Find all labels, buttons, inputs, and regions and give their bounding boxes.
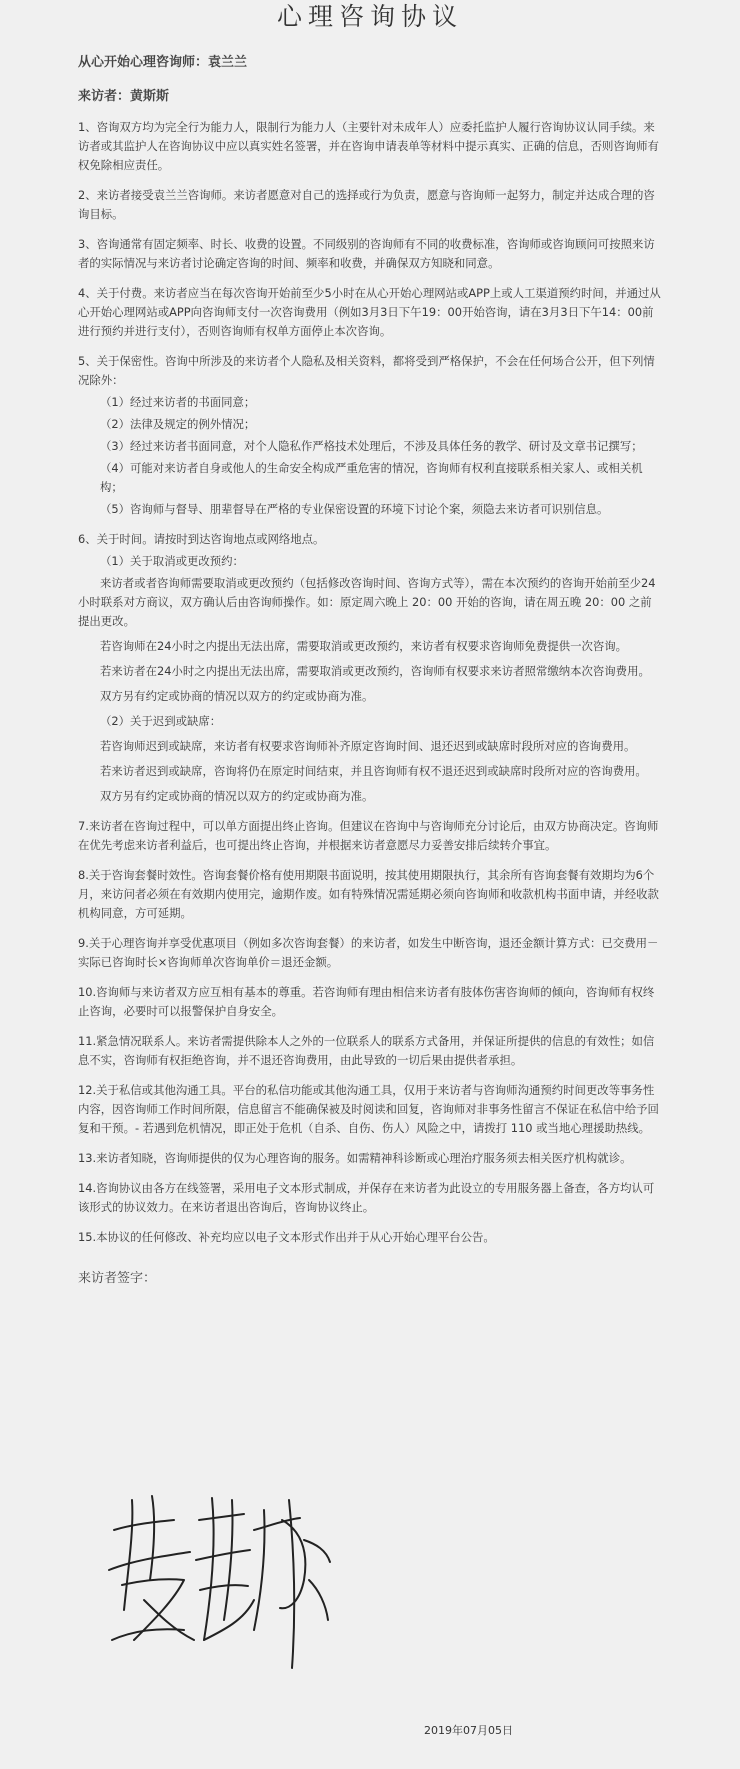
clause-text: 11.紧急情况联系人。来访者需提供除本人之外的一位联系人的联系方式备用，并保证所提供的信息的有效性；如信息不实，咨询师有权拒绝咨询，并不退还咨询费用，由此导致的一切后果由提供者承担。 — [78, 1034, 655, 1067]
clause-text: 12.关于私信或其他沟通工具。平台的私信功能或其他沟通工具，仅用于来访者与咨询师沟通预约时间更改等事务性内容，因咨询师工作时间所限，信息留言不能确保被及时阅读和回复，咨询师对非事务性留言不保证在私信中给予回复和干预。- 若遇到危机情况，即正处于危机（自杀、自伤、伤人）风险之中，请拨打 110 或当地心理援助热线。 — [78, 1083, 659, 1135]
clause-text: 8.关于咨询套餐时效性。咨询套餐价格有使用期限书面说明，按其使用期限执行，其余所有咨询套餐有效期均为6个月，来访问者必须在有效期内使用完，逾期作废。如有特殊情况需延期必须向咨询师和收款机构书面申请，并经收款机构同意，方可延期。 — [78, 868, 659, 920]
clause-text: 14.咨询协议由各方在线签署，采用电子文本形式制成，并保存在来访者为此设立的专用服务器上备查，各方均认可该形式的协议效力。在来访者退出咨询后，咨询协议终止。 — [78, 1181, 655, 1214]
clause-text: 5、关于保密性。咨询中所涉及的来访者个人隐私及相关资料，都将受到严格保护，不会在任何场合公开，但下列情况除外： — [78, 354, 655, 387]
clause-5 — [78, 352, 662, 519]
clause-12 — [78, 1081, 662, 1138]
clause-10 — [78, 983, 662, 1021]
clause-text: 1、咨询双方均为完全行为能力人，限制行为能力人（主要针对未成年人）应委托监护人履行咨询协议认同手续。来访者或其监护人在咨询协议中应以真实姓名签署，并在咨询申请表单等材料中提示真实、正确的信息，否则咨询师有权免除相应责任。 — [78, 120, 659, 172]
clause-paragraph: 若咨询师迟到或缺席，来访者有权要求咨询师补齐原定咨询时间、退还迟到或缺席时段所对应的咨询费用。 — [100, 739, 636, 753]
consultant-name: 从心开始心理咨询师：袁兰兰 — [78, 55, 248, 70]
clause-1 — [78, 118, 662, 175]
confidentiality-exception: （3）经过来访者书面同意，对个人隐私作严格技术处理后，不涉及具体任务的教学、研讨及文章书记撰写； — [100, 439, 643, 453]
clause-text: 4、关于付费。来访者应当在每次咨询开始前至少5小时在从心开始心理网站或APP上或人工渠道预约时间，并通过从心开始心理网站或APP向咨询师支付一次咨询费用（例如3月3日下午19：00开始咨询，请在3月3日下午14：00前进行预约并进行支付），否则咨询师有权单方面停止本次咨询。 — [78, 286, 661, 338]
clause-paragraph: 来访者或者咨询师需要取消或更改预约（包括修改咨询时间、咨询方式等），需在本次预约的咨询开始前至少24小时联系对方商议，双方确认后由咨询师操作。如：原定周六晚上 20：00 开始的咨询，请在周五晚 20：00 之前提出更改。 — [78, 576, 656, 628]
clause-7 — [78, 817, 662, 855]
visitor-name: 来访者：黄斯斯 — [78, 89, 170, 104]
clause-text: 6、关于时间。请按时到达咨询地点或网络地点。 — [78, 532, 325, 546]
clause-3 — [78, 235, 662, 273]
clause-paragraph: 若咨询师在24小时之内提出无法出席，需要取消或更改预约，来访者有权要求咨询师免费提供一次咨询。 — [100, 639, 628, 653]
subsection-heading: （1）关于取消或更改预约： — [100, 554, 244, 568]
clause-paragraph: 双方另有约定或协商的情况以双方的约定或协商为准。 — [100, 789, 374, 803]
signature-label: 来访者签字： — [78, 1271, 157, 1286]
clause-text: 7.来访者在咨询过程中，可以单方面提出终止咨询。但建议在咨询中与咨询师充分讨论后，由双方协商决定。咨询师在优先考虑来访者利益后，也可提出终止咨询，并根据来访者意愿尽力妥善安排后续转介事宜。 — [78, 819, 659, 852]
signature-date: 2019年07月05日 — [424, 1724, 513, 1737]
clause-text: 3、咨询通常有固定频率、时长、收费的设置。不同级别的咨询师有不同的收费标准，咨询师或咨询顾问可按照来访者的实际情况与来访者讨论确定咨询的时间、频率和收费，并确保双方知晓和同意。 — [78, 237, 655, 270]
handwritten-signature — [104, 1490, 334, 1670]
subsection-heading: （2）关于迟到或缺席： — [100, 714, 222, 728]
clause-text: 13.来访者知晓，咨询师提供的仅为心理咨询的服务。如需精神科诊断或心理治疗服务须去相关医疗机构就诊。 — [78, 1151, 632, 1165]
confidentiality-exception: （1）经过来访者的书面同意； — [100, 395, 256, 409]
clause-paragraph: 双方另有约定或协商的情况以双方的约定或协商为准。 — [100, 689, 374, 703]
clause-text: 15.本协议的任何修改、补充均应以电子文本形式作出并于从心开始心理平台公告。 — [78, 1230, 495, 1244]
clause-15 — [78, 1228, 662, 1247]
clause-paragraph: 若来访者迟到或缺席，咨询将仍在原定时间结束，并且咨询师有权不退还迟到或缺席时段所对应的咨询费用。 — [100, 764, 647, 778]
clause-6 — [78, 530, 662, 806]
clause-text: 10.咨询师与来访者双方应互相有基本的尊重。若咨询师有理由相信来访者有肢体伤害咨询师的倾向，咨询师有权终止咨询，必要时可以报警保护自身安全。 — [78, 985, 655, 1018]
confidentiality-exception: （4）可能对来访者自身或他人的生命安全构成严重危害的情况，咨询师有权利直接联系相关家人、或相关机构； — [100, 461, 643, 494]
confidentiality-exception: （2）法律及规定的例外情况； — [100, 417, 256, 431]
clause-paragraph: 若来访者在24小时之内提出无法出席，需要取消或更改预约，咨询师有权要求来访者照常缴纳本次咨询费用。 — [100, 664, 650, 678]
confidentiality-exception: （5）咨询师与督导、朋辈督导在严格的专业保密设置的环境下讨论个案，须隐去来访者可识别信息。 — [100, 502, 609, 516]
clause-4 — [78, 284, 662, 341]
clause-text: 2、来访者接受袁兰兰咨询师。来访者愿意对自己的选择或行为负责，愿意与咨询师一起努力，制定并达成合理的咨询目标。 — [78, 188, 655, 221]
document-title: 心理咨询协议 — [276, 2, 463, 31]
clause-8 — [78, 866, 662, 923]
clause-11 — [78, 1032, 662, 1070]
clause-13 — [78, 1149, 662, 1168]
clause-9 — [78, 934, 662, 972]
clause-2 — [78, 186, 662, 224]
clause-text: 9.关于心理咨询并享受优惠项目（例如多次咨询套餐）的来访者，如发生中断咨询，退还金额计算方式：已交费用－实际已咨询时长×咨询师单次咨询单价＝退还金额。 — [78, 936, 659, 969]
clause-14 — [78, 1179, 662, 1217]
